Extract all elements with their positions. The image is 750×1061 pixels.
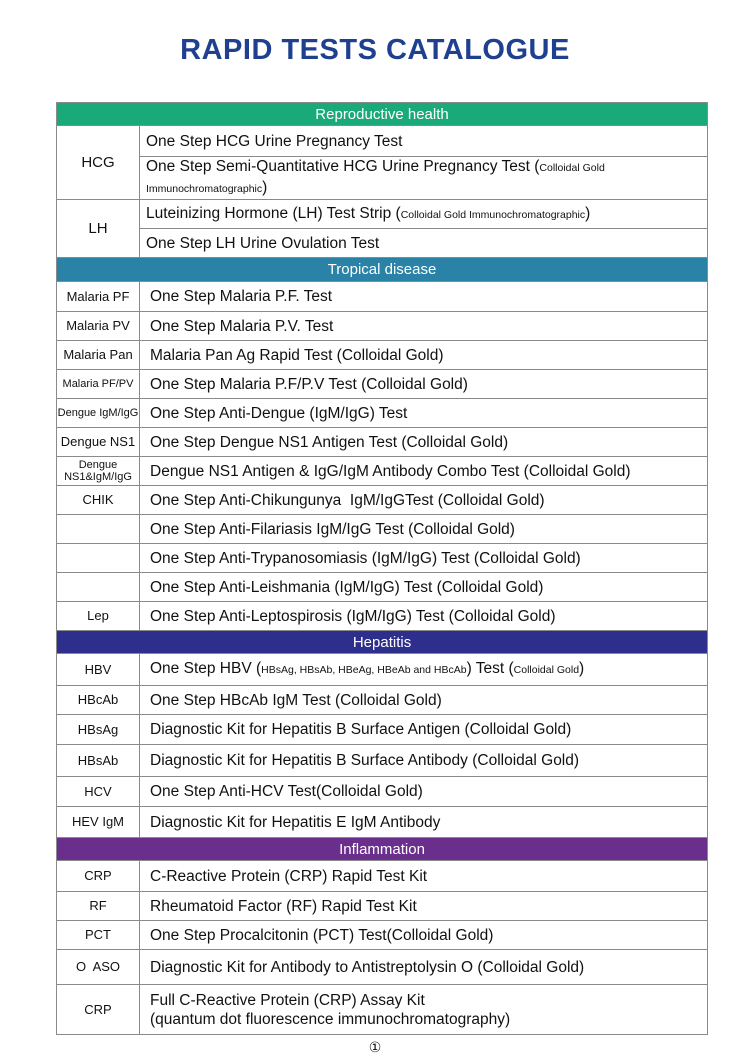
product-name: One Step Dengue NS1 Antigen Test (Colloidal Gold) [140,428,708,457]
table-row [57,602,708,631]
product-name: Dengue NS1 Antigen & IgG/IgM Antibody Combo Test (Colloidal Gold) [140,457,708,486]
table-row [57,715,708,745]
product-name: One Step Anti-Filariasis IgM/IgG Test (Colloidal Gold) [140,515,708,544]
product-name: Diagnostic Kit for Hepatitis B Surface Antigen (Colloidal Gold) [140,715,708,745]
section-header-row [57,838,708,861]
product-name: One Step Anti-Leptospirosis (IgM/IgG) Test (Colloidal Gold) [140,602,708,631]
product-name: Full C-Reactive Protein (CRP) Assay Kit (quantum dot fluorescence immunochromatography) [140,985,708,1035]
section-header-row [57,258,708,282]
section-tropical-header: Tropical disease [57,258,708,282]
product-code: Malaria PF/PV [57,370,140,399]
product-name: One Step Anti-Trypanosomiasis (IgM/IgG) Test (Colloidal Gold) [140,544,708,573]
product-name: One Step HBV (HBsAg, HBsAb, HBeAg, HBeAb and HBcAb) Test (Colloidal Gold) [140,654,708,686]
table-row [57,157,708,200]
table-row [57,777,708,807]
product-code: LH [57,200,140,258]
table-row [57,399,708,428]
table-row [57,200,708,229]
table-row [57,515,708,544]
product-name: One Step LH Urine Ovulation Test [140,229,708,258]
product-name: Rheumatoid Factor (RF) Rapid Test Kit [140,892,708,921]
product-code: CRP [57,861,140,892]
product-name: C-Reactive Protein (CRP) Rapid Test Kit [140,861,708,892]
product-name: One Step HBcAb IgM Test (Colloidal Gold) [140,686,708,715]
product-name: One Step HCG Urine Pregnancy Test [140,126,708,157]
table-row [57,229,708,258]
table-row [57,312,708,341]
table-row [57,654,708,686]
product-code: HCV [57,777,140,807]
product-code: Malaria Pan [57,341,140,370]
table-row [57,457,708,486]
table-row [57,921,708,950]
table-row [57,544,708,573]
product-code: PCT [57,921,140,950]
table-row [57,573,708,602]
section-reproductive-header: Reproductive health [57,103,708,126]
product-name: One Step Malaria P.F/P.V Test (Colloidal Gold) [140,370,708,399]
product-name: Malaria Pan Ag Rapid Test (Colloidal Gold) [140,341,708,370]
table-row [57,861,708,892]
section-header-row [57,103,708,126]
product-code: Dengue NS1 [57,428,140,457]
product-name: One Step Anti-Chikungunya IgM/IgGTest (Colloidal Gold) [140,486,708,515]
section-inflammation-header: Inflammation [57,838,708,861]
section-header-row [57,631,708,654]
product-code: HBV [57,654,140,686]
product-name: Diagnostic Kit for Hepatitis B Surface Antibody (Colloidal Gold) [140,745,708,777]
product-name: One Step Semi-Quantitative HCG Urine Pregnancy Test (Colloidal Gold Immunochromatographic) [140,157,708,200]
product-code: HBsAb [57,745,140,777]
table-row [57,985,708,1035]
section-hepatitis-header: Hepatitis [57,631,708,654]
product-name: One Step Anti-HCV Test(Colloidal Gold) [140,777,708,807]
product-name: Diagnostic Kit for Antibody to Antistreptolysin O (Colloidal Gold) [140,950,708,985]
table-row [57,428,708,457]
product-name: Diagnostic Kit for Hepatitis E IgM Antibody [140,807,708,838]
product-code: RF [57,892,140,921]
product-name: One Step Anti-Leishmania (IgM/IgG) Test (Colloidal Gold) [140,573,708,602]
product-code: Dengue NS1&IgM/IgG [57,457,140,486]
page-number: ① [368,1040,382,1056]
table-row [57,950,708,985]
product-name: One Step Anti-Dengue (IgM/IgG) Test [140,399,708,428]
product-code: Lep [57,602,140,631]
table-row [57,341,708,370]
product-code: Dengue IgM/IgG [57,399,140,428]
table-row [57,282,708,312]
product-code [57,573,140,602]
product-name: One Step Malaria P.F. Test [140,282,708,312]
product-code [57,515,140,544]
table-row [57,370,708,399]
product-code: CRP [57,985,140,1035]
table-row [57,807,708,838]
product-code: Malaria PF [57,282,140,312]
table-row [57,745,708,777]
product-code: O ASO [57,950,140,985]
product-code: HCG [57,126,140,200]
table-row [57,686,708,715]
product-code [57,544,140,573]
page-title: RAPID TESTS CATALOGUE [180,34,570,66]
product-code: Malaria PV [57,312,140,341]
catalogue-table [56,102,708,1035]
product-code: CHIK [57,486,140,515]
table-row [57,126,708,157]
table-row [57,892,708,921]
product-name: Luteinizing Hormone (LH) Test Strip (Colloidal Gold Immunochromatographic) [140,200,708,229]
product-name: One Step Malaria P.V. Test [140,312,708,341]
product-name: One Step Procalcitonin (PCT) Test(Colloidal Gold) [140,921,708,950]
product-code: HBcAb [57,686,140,715]
product-code: HBsAg [57,715,140,745]
table-row [57,486,708,515]
product-code: HEV IgM [57,807,140,838]
